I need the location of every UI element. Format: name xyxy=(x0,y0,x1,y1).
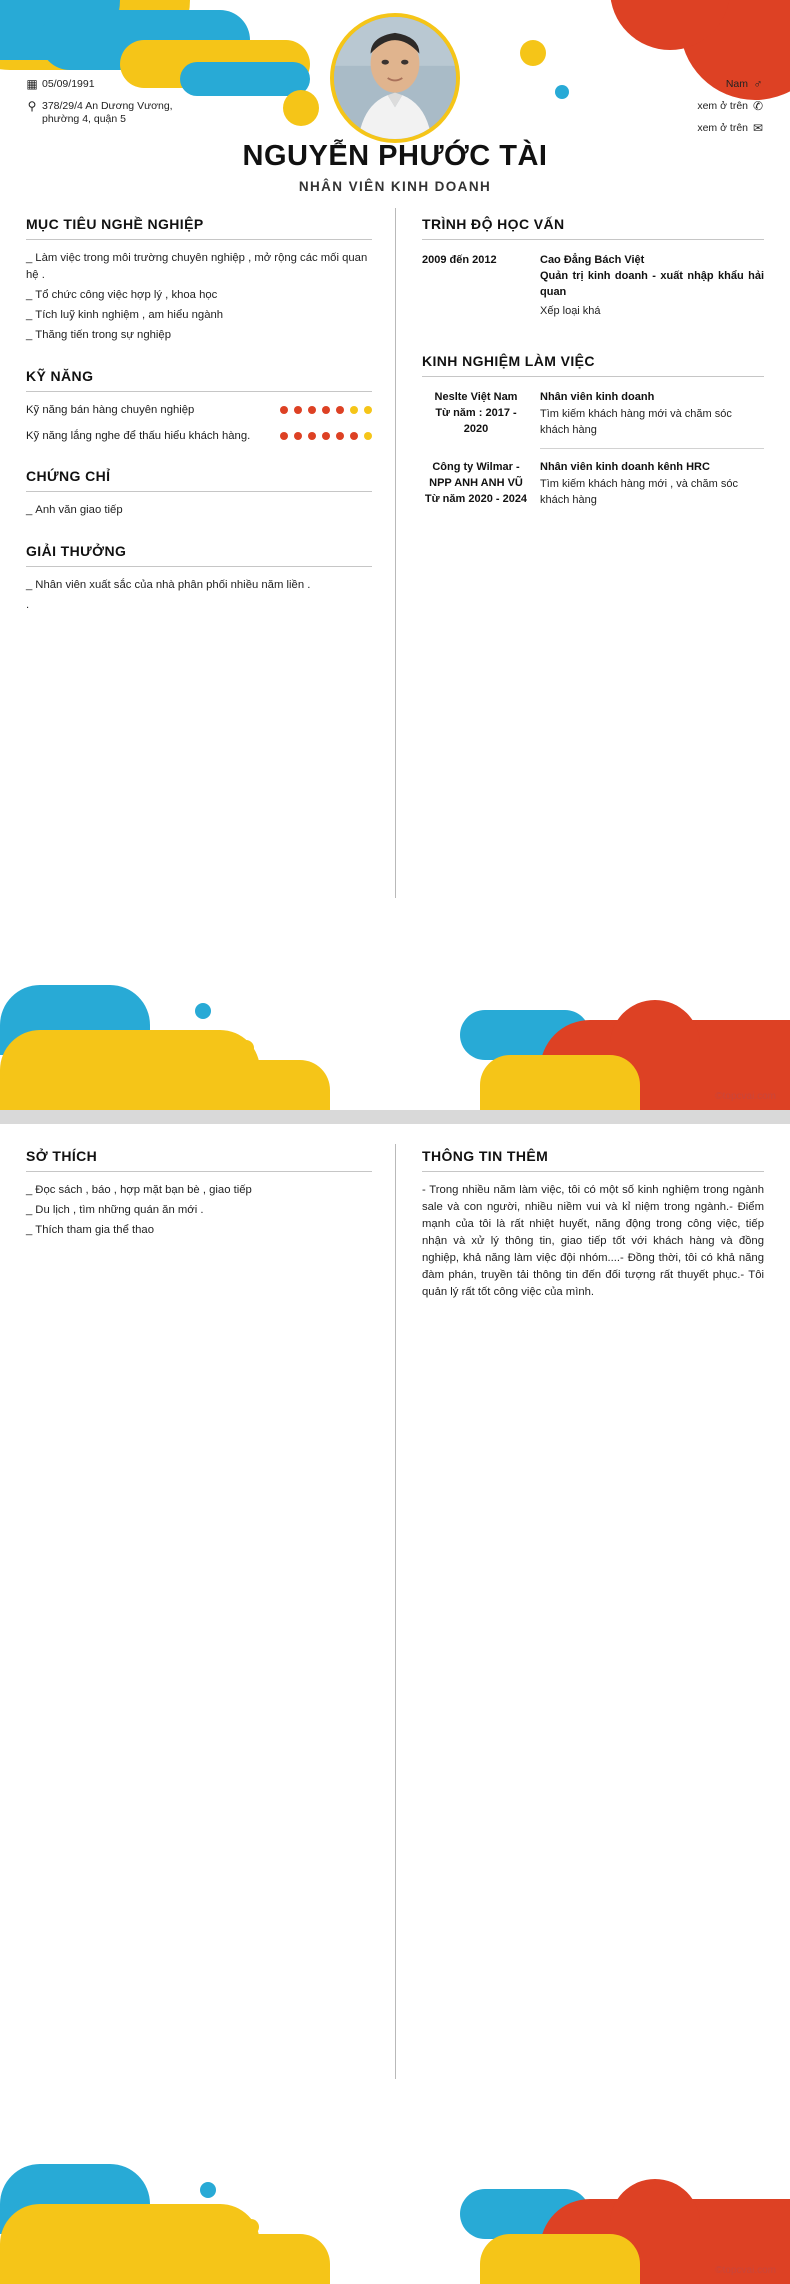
contact-email xyxy=(697,122,768,135)
section-title-certificates: CHỨNG CHỈ xyxy=(26,468,111,484)
skill-rating-1 xyxy=(274,428,372,440)
divider xyxy=(26,239,372,240)
section-objective xyxy=(26,216,372,344)
objective-item-3: Thăng tiến trong sự nghiệp xyxy=(35,329,171,341)
rating-dot xyxy=(294,432,302,440)
section-title-experience: KINH NGHIỆM LÀM VIỆC xyxy=(422,353,595,369)
skill-row xyxy=(26,428,372,444)
divider xyxy=(422,239,764,240)
list-item: _ Nhân viên xuất sắc của nhà phân phối nhiều năm liền . xyxy=(26,579,311,591)
education-note: Xếp loại khá xyxy=(540,305,601,317)
left-column xyxy=(0,216,396,638)
rating-dot xyxy=(280,432,288,440)
experience-description-1: Tìm kiếm khách hàng mới , và chăm sóc khách hàng xyxy=(540,478,738,506)
decor-yellow-dot xyxy=(238,1040,254,1056)
list-item: _ Đọc sách , báo , hợp mặt bạn bè , giao tiếp xyxy=(26,1184,252,1196)
rating-dot xyxy=(364,432,372,440)
rating-dot xyxy=(364,406,372,414)
divider xyxy=(26,491,372,492)
divider xyxy=(26,1171,372,1172)
decor-yellow-shape-2 xyxy=(0,1060,330,1110)
section-title-hobbies: SỞ THÍCH xyxy=(26,1148,98,1164)
rating-dot xyxy=(336,406,344,414)
experience-description-0: Tìm kiếm khách hàng mới và chăm sóc khách hàng xyxy=(540,408,732,436)
portrait-photo xyxy=(334,17,456,139)
section-title-skills: KỸ NĂNG xyxy=(26,368,94,384)
address-text: 378/29/4 An Dương Vương, phường 4, quận 5 xyxy=(42,100,173,125)
contact-phone xyxy=(697,100,768,113)
list-item: _ Thích tham gia thể thao xyxy=(26,1224,154,1236)
resume-page-1 xyxy=(0,0,790,1110)
list-item: _ Làm việc trong môi trường chuyên nghiệp , mở rộng các mối quan hệ . xyxy=(26,252,368,281)
experience-company-name-0: Neslte Việt Nam xyxy=(434,391,518,403)
right-column xyxy=(396,216,790,638)
divider xyxy=(422,376,764,377)
skill-row xyxy=(26,402,372,418)
birthdate-text: 05/09/1991 xyxy=(42,78,95,90)
mail-icon: ✉ xyxy=(752,121,764,135)
hobby-item-0: Đọc sách , báo , hợp mặt bạn bè , giao tiếp xyxy=(35,1184,252,1196)
rating-dot xyxy=(350,432,358,440)
section-skills xyxy=(26,368,372,444)
left-column-2 xyxy=(0,1148,396,1325)
skill-name-0: Kỹ năng bán hàng chuyên nghiệp xyxy=(26,404,195,416)
job-title: NHÂN VIÊN KINH DOANH xyxy=(298,179,492,194)
rating-dot xyxy=(294,406,302,414)
experience-company-0 xyxy=(422,389,530,438)
resume-body xyxy=(0,200,790,638)
experience-detail-1 xyxy=(530,459,764,508)
rating-dot xyxy=(308,432,316,440)
contact-left xyxy=(22,78,202,135)
rating-dot xyxy=(322,406,330,414)
divider xyxy=(540,448,764,449)
list-item: _ Du lịch , tìm những quán ăn mới . xyxy=(26,1204,204,1216)
section-education xyxy=(422,216,764,329)
list-item: _ Tổ chức công việc hợp lý , khoa học xyxy=(26,289,218,301)
divider xyxy=(26,566,372,567)
skill-name-1: Kỹ năng lắng nghe để thấu hiểu khách hàng. xyxy=(26,430,251,442)
experience-period-0: Từ năm : 2017 - 2020 xyxy=(435,407,517,435)
divider xyxy=(422,1171,764,1172)
section-additional xyxy=(422,1148,764,1301)
right-column-2 xyxy=(396,1148,790,1325)
experience-entry xyxy=(422,457,764,518)
phone-text: xem ở trên xyxy=(697,100,748,112)
section-title-awards: GIẢI THƯỞNG xyxy=(26,543,127,559)
objective-item-2: Tích luỹ kinh nghiệm , am hiểu ngành xyxy=(35,309,224,321)
hobby-item-2: Thích tham gia thể thao xyxy=(35,1224,154,1236)
section-title-education: TRÌNH ĐỘ HỌC VẤN xyxy=(422,216,565,232)
certificate-item-0: Anh văn giao tiếp xyxy=(35,504,123,516)
section-title-objective: MỤC TIÊU NGHỀ NGHIỆP xyxy=(26,216,204,232)
rating-dot xyxy=(308,406,316,414)
award-trailing-dot: . xyxy=(26,599,30,611)
gender-icon: ♂ xyxy=(753,77,763,91)
decor-yellow-shape-3 xyxy=(480,2234,640,2284)
contact-birthdate xyxy=(22,78,202,91)
rating-dot xyxy=(336,432,344,440)
section-title-additional: THÔNG TIN THÊM xyxy=(422,1148,549,1164)
decor-blue-dot xyxy=(195,1003,211,1019)
resume-body-2 xyxy=(0,1124,790,1325)
watermark: ©topcvai.com xyxy=(715,2265,776,2276)
decor-yellow-shape-2 xyxy=(0,2234,330,2284)
experience-company-name-1: Công ty Wilmar - NPP ANH ANH VŨ xyxy=(429,461,523,489)
education-school: Cao Đẳng Bách Việt xyxy=(540,254,645,266)
skill-rating-0 xyxy=(274,402,372,414)
contact-right xyxy=(697,78,768,144)
education-entry xyxy=(422,250,764,329)
objective-item-1: Tổ chức công việc hợp lý , khoa học xyxy=(35,289,218,301)
column-divider xyxy=(395,1144,396,2079)
experience-period-1: Từ năm 2020 - 2024 xyxy=(424,493,528,505)
decor-yellow-shape-3 xyxy=(480,1055,640,1110)
list-item: _ Tích luỹ kinh nghiệm , am hiểu ngành xyxy=(26,309,224,321)
email-text: xem ở trên xyxy=(697,122,748,134)
rating-dot xyxy=(322,432,330,440)
column-divider xyxy=(395,208,396,898)
contact-gender xyxy=(697,78,768,91)
additional-text: - Trong nhiều năm làm việc, tôi có một số kinh nghiệm trong ngành sale và con người, nhiều niềm vui và kỉ niệm trong ngành.- Điểm mạnh của tôi là rất nhiệt huyết, năng động trong công việc, tiếp nhận và xử lý thông tin, giao tiếp tốt với khách hàng và đồng nghiệp, khả năng làm việc đội nhóm....- Đồng thời, tôi có khả năng đàm phán, truyền tải thông tin đến đối tượng rất thuyết phục.- Tôi quản lý rất tốt công việc của mình. xyxy=(422,1184,764,1298)
avatar xyxy=(325,8,465,148)
education-detail xyxy=(530,252,764,319)
phone-icon: ✆ xyxy=(752,99,764,113)
location-icon: ⚲ xyxy=(27,99,37,113)
resume-page-2 xyxy=(0,1124,790,2284)
calendar-icon: ▦ xyxy=(26,77,38,91)
contact-address xyxy=(22,100,202,126)
section-awards xyxy=(26,543,372,614)
resume-header xyxy=(0,0,790,200)
experience-position-1: Nhân viên kinh doanh kênh HRC xyxy=(540,461,710,473)
divider xyxy=(26,391,372,392)
list-item: _ Anh văn giao tiếp xyxy=(26,504,123,516)
gender-text: Nam xyxy=(725,78,748,90)
page-gap xyxy=(0,1110,790,1124)
name-block xyxy=(0,140,790,194)
section-experience xyxy=(422,353,764,518)
page-title: NGUYỄN PHƯỚC TÀI xyxy=(242,140,548,172)
section-hobbies xyxy=(26,1148,372,1239)
rating-dot xyxy=(280,406,288,414)
education-period: 2009 đến 2012 xyxy=(422,254,497,266)
watermark: ©topcvai.com xyxy=(715,1091,776,1102)
rating-dot xyxy=(350,406,358,414)
list-item: _ Thăng tiến trong sự nghiệp xyxy=(26,329,171,341)
experience-position-0: Nhân viên kinh doanh xyxy=(540,391,655,403)
avatar-ring xyxy=(330,13,460,143)
experience-company-1 xyxy=(422,459,530,508)
section-certificates xyxy=(26,468,372,519)
decor-blue-dot xyxy=(200,2182,216,2198)
decor-yellow-dot xyxy=(243,2219,259,2235)
award-item-0: Nhân viên xuất sắc của nhà phân phối nhiều năm liền . xyxy=(35,579,311,591)
experience-entry xyxy=(422,387,764,448)
education-major: Quản trị kinh doanh - xuất nhập khẩu hải quan xyxy=(540,270,764,298)
objective-item-0: Làm việc trong môi trường chuyên nghiệp , mở rộng các mối quan hệ . xyxy=(26,252,368,281)
hobby-item-1: Du lịch , tìm những quán ăn mới . xyxy=(35,1204,204,1216)
experience-detail-0 xyxy=(530,389,764,438)
